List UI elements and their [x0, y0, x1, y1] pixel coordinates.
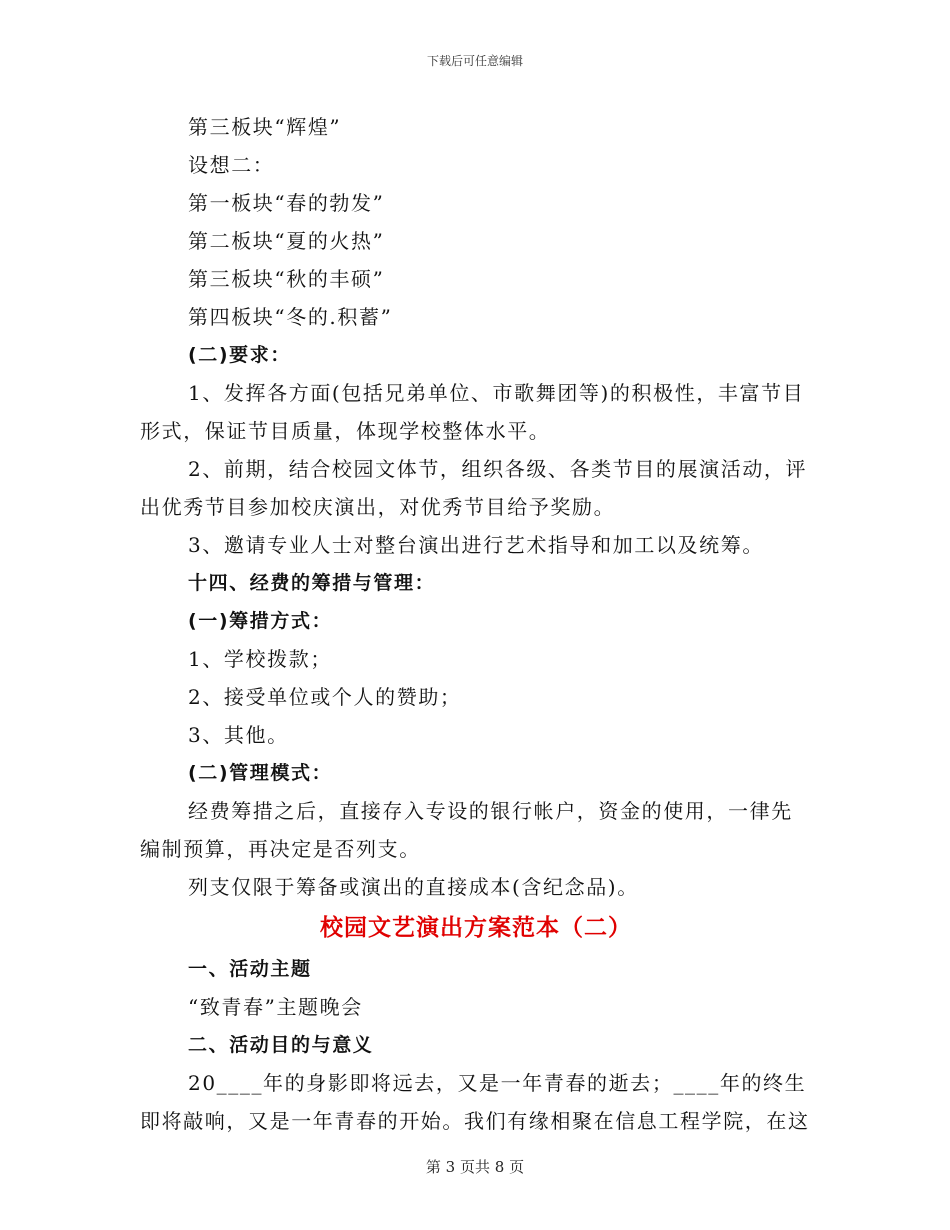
paragraph: 列支仅限于筹备或演出的直接成本(含纪念品)。: [188, 875, 639, 899]
text-line: 第二板块“夏的火热”: [188, 229, 385, 253]
text-line: 设想二：: [188, 153, 275, 177]
page-header: 下载后可任意编辑: [426, 54, 523, 68]
text-line: “致青春”主题晚会: [188, 995, 363, 1019]
section-heading: 十四、经费的筹措与管理：: [188, 572, 436, 594]
list-item: 3、其他。: [188, 723, 289, 747]
text-line: 第四板块“冬的.积蓄”: [188, 305, 393, 329]
section-subheading: (二)管理模式：: [188, 762, 333, 784]
paragraph: 20____年的身影即将远去，又是一年青春的逝去；____年的终生即将敲响，又是一年青春的开始。我们有缘相聚在信息工程学院，在这: [140, 1071, 810, 1133]
document-body: [140, 108, 812, 1140]
section-subheading: (二)要求：: [188, 344, 291, 366]
list-item: 1、学校拨款；: [188, 647, 332, 671]
text-line: 第三板块“辉煌”: [188, 115, 342, 139]
text-line: 第一板块“春的勃发”: [188, 191, 385, 215]
document-title: 校园文艺演出方案范本（二）: [320, 915, 632, 941]
section-heading: 一、活动主题: [188, 958, 312, 980]
list-item: 2、接受单位或个人的赞助；: [188, 685, 462, 709]
paragraph: 2、前期，结合校园文体节，组织各级、各类节目的展演活动，评出优秀节目参加校庆演出，对优秀节目给予奖励。: [140, 457, 808, 519]
section-heading: 二、活动目的与意义: [188, 1034, 374, 1056]
text-line: 第三板块“秋的丰硕”: [188, 267, 385, 291]
page-footer: 第 3 页共 8 页: [425, 1158, 525, 1176]
paragraph: 3、邀请专业人士对整台演出进行艺术指导和加工以及统筹。: [188, 533, 764, 557]
paragraph: 1、发挥各方面(包括兄弟单位、市歌舞团等)的积极性，丰富节目形式，保证节目质量，体现学校整体水平。: [140, 381, 805, 443]
section-subheading: (一)筹措方式：: [188, 610, 333, 632]
paragraph: 经费筹措之后，直接存入专设的银行帐户，资金的使用，一律先编制预算，再决定是否列支。: [140, 799, 793, 861]
